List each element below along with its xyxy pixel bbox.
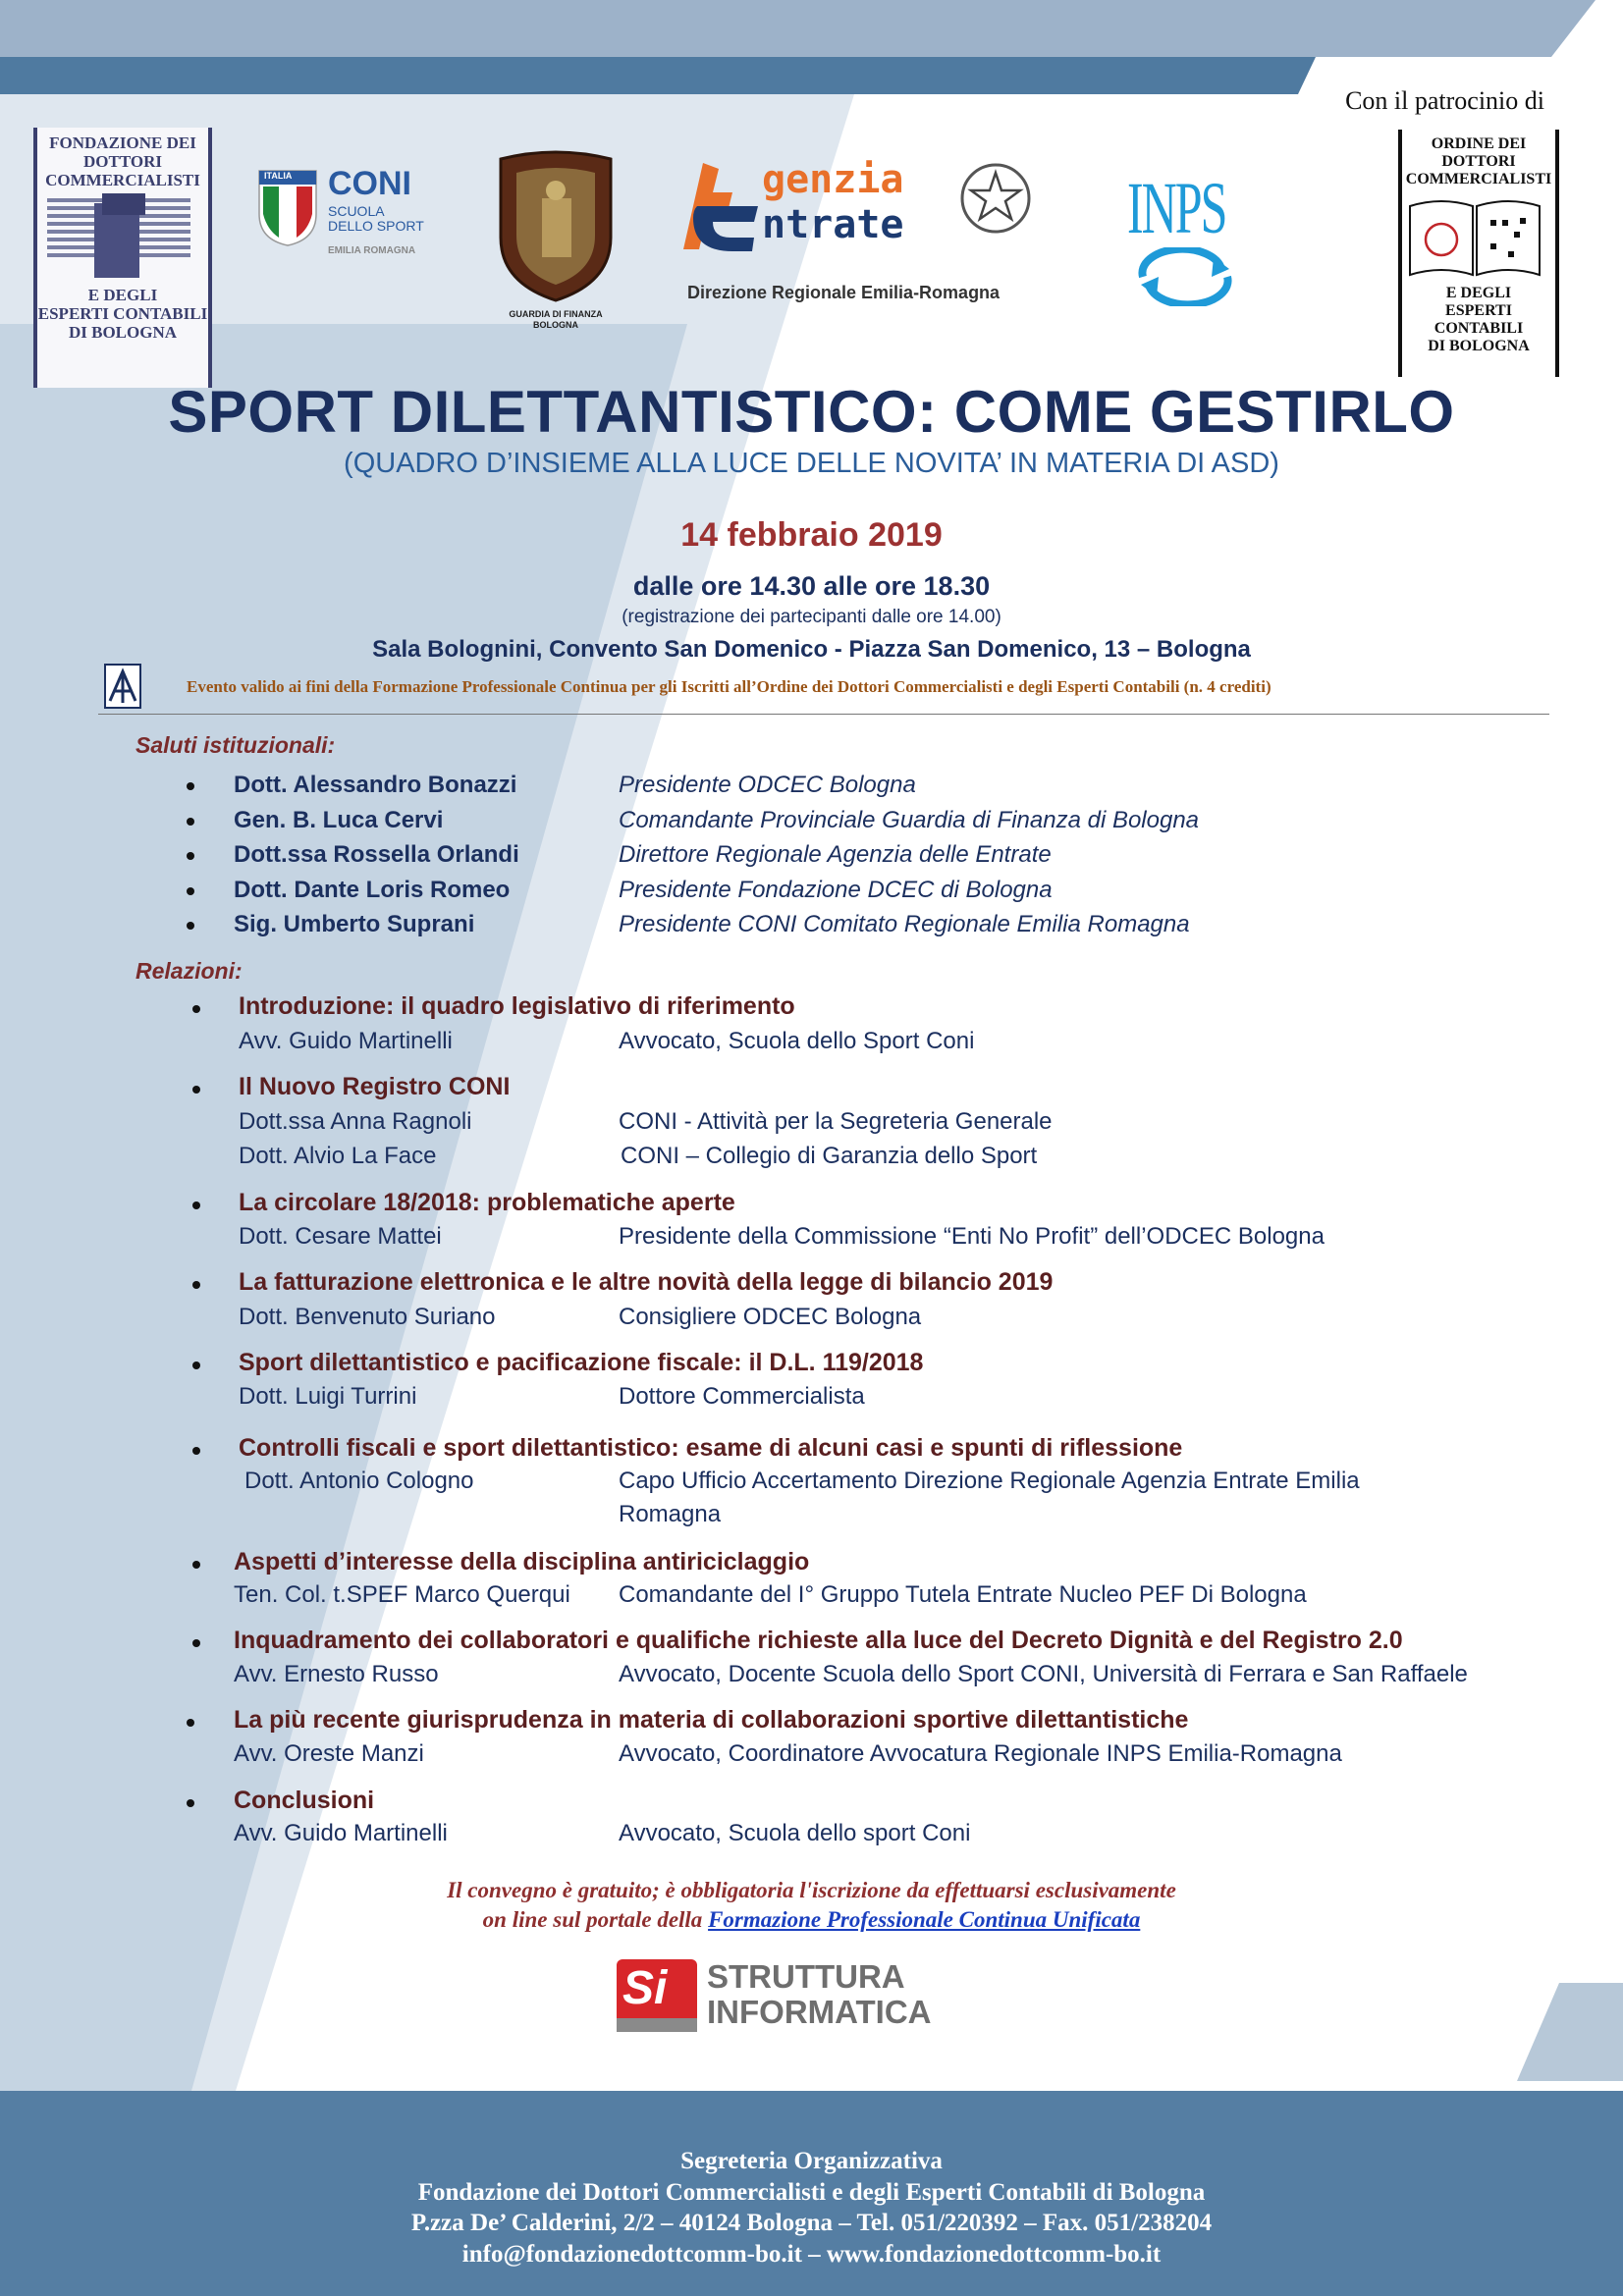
- footer-organization: Fondazione dei Dottori Commercialisti e degli Esperti Contabili di Bologna: [417, 2179, 1206, 2206]
- speaker-role: Comandante del I° Gruppo Tutela Entrate Nucleo PEF Di Bologna: [619, 1581, 1307, 1608]
- saluti-role: Presidente CONI Comitato Regionale Emilia Romagna: [619, 911, 1190, 937]
- topic-title: La fatturazione elettronica e le altre novità della legge di bilancio 2019: [239, 1268, 1054, 1296]
- fondazione-emblem-icon: [37, 193, 200, 282]
- patronage-label: Con il patrocinio di: [1345, 86, 1544, 115]
- speaker-name: Dott. Benvenuto Suriano: [239, 1304, 496, 1330]
- logo-text: DELLO SPORT: [328, 218, 424, 234]
- speaker-role: CONI - Attività per la Segreteria Generale: [619, 1108, 1053, 1135]
- saluti-name: Dott.ssa Rossella Orlandi: [234, 841, 519, 868]
- bullet-icon: [192, 1086, 200, 1094]
- saluti-name: Sig. Umberto Suprani: [234, 911, 475, 937]
- republic-emblem-icon: [958, 161, 1033, 236]
- speaker-name: Avv. Guido Martinelli: [239, 1028, 453, 1054]
- topic-title: Controlli fiscali e sport dilettantistico: esame di alcuni casi e spunti di riflessione: [239, 1434, 1183, 1462]
- agenzia-entrate-logo: [674, 155, 1047, 312]
- bullet-icon: [187, 1799, 194, 1807]
- entrate-word: ntrate: [762, 202, 904, 247]
- si-mark-text: Si: [622, 1962, 668, 2014]
- logo-text: ESPERTI CONTABILI: [37, 304, 208, 323]
- inps-logo: [1127, 165, 1245, 312]
- divider: [98, 714, 1549, 715]
- speaker-role: Dottore Commercialista: [619, 1383, 865, 1410]
- footer-heading: Segreteria Organizzativa: [680, 2148, 943, 2174]
- portal-link[interactable]: Formazione Professionale Continua Unificata: [708, 1907, 1141, 1932]
- coni-logo: [257, 165, 434, 263]
- bullet-icon: [192, 1362, 200, 1369]
- fondazione-logo: [33, 128, 212, 388]
- saluti-role: Presidente ODCEC Bologna: [619, 772, 916, 798]
- agenzia-word: genzia: [762, 157, 904, 202]
- agenzia-subtitle: Direzione Regionale Emilia-Romagna: [687, 283, 1001, 302]
- logo-text: COMMERCIALISTI: [1405, 171, 1552, 187]
- speaker-name: Dott. Cesare Mattei: [239, 1223, 442, 1250]
- ordine-logo: [1398, 130, 1559, 377]
- speaker-role: CONI – Collegio di Garanzia dello Sport: [621, 1143, 1038, 1169]
- speaker-role: Romagna: [619, 1501, 722, 1527]
- footer-address: P.zza De’ Calderini, 2/2 – 40124 Bologna – Tel. 051/220392 – Fax. 051/238204: [410, 2210, 1213, 2236]
- bullet-icon: [192, 1281, 200, 1289]
- speaker-name: Avv. Oreste Manzi: [234, 1740, 424, 1767]
- bottom-right-corner-shape: [1517, 1983, 1623, 2081]
- logo-text: E DEGLI: [87, 286, 158, 304]
- bullet-icon: [192, 1561, 200, 1569]
- speaker-role: Capo Ufficio Accertamento Direzione Regionale Agenzia Entrate Emilia: [619, 1468, 1360, 1494]
- speaker-role: Avvocato, Docente Scuola dello Sport CONI, Università di Ferrara e San Raffaele: [619, 1661, 1468, 1687]
- inps-name: INPS: [1127, 166, 1226, 249]
- footer: [0, 2091, 1623, 2296]
- speaker-name: Avv. Ernesto Russo: [234, 1661, 439, 1687]
- registration-info-line2: [0, 1907, 1623, 1933]
- fpc-badge-icon: [104, 664, 141, 709]
- logo-text: ESPERTI CONTABILI: [1434, 302, 1524, 337]
- event-date: 14 febbraio 2019: [680, 516, 943, 554]
- speaker-role: Avvocato, Scuola dello sport Coni: [619, 1820, 971, 1846]
- struttura-informatica-logo: [615, 1957, 939, 2036]
- inps-arrows-icon: [1131, 247, 1239, 306]
- logo-text: GUARDIA DI FINANZA: [509, 309, 603, 319]
- bullet-icon: [192, 1639, 200, 1647]
- saluti-role: Comandante Provinciale Guardia di Finanza di Bologna: [619, 807, 1200, 833]
- bullet-icon: [187, 852, 194, 860]
- speaker-name: Dott.ssa Anna Ragnoli: [239, 1108, 472, 1135]
- speaker-name: Dott. Alvio La Face: [239, 1143, 437, 1169]
- gdf-crest-icon: [491, 147, 621, 304]
- saluti-name: Dott. Dante Loris Romeo: [234, 877, 511, 903]
- saluti-role: Direttore Regionale Agenzia delle Entrate: [619, 841, 1052, 868]
- logo-text: INFORMATICA: [707, 1994, 932, 2030]
- event-title: SPORT DILETTANTISTICO: COME GESTIRLO: [168, 379, 1455, 445]
- saluti-role: Presidente Fondazione DCEC di Bologna: [619, 877, 1053, 903]
- bullet-icon: [187, 782, 194, 790]
- top-dark-band: [0, 57, 1316, 94]
- logo-text: FONDAZIONE DEI: [49, 133, 196, 152]
- saluti-name: Dott. Alessandro Bonazzi: [234, 772, 517, 798]
- footer-contacts: info@fondazionedottcomm-bo.it – www.fondazionedottcomm-bo.it: [461, 2241, 1162, 2268]
- registration-info: Il convegno è gratuito; è obbligatoria l'iscrizione da effettuarsi esclusivamente: [447, 1878, 1176, 1902]
- logo-text: E DEGLI: [1445, 285, 1512, 301]
- credits-note: Evento valido ai fini della Formazione Professionale Continua per gli Iscritti all’Ordine dei Dottori Commercialisti e degli Esperti Contabili (n. 4 crediti): [187, 677, 1271, 696]
- speaker-role: Avvocato, Coordinatore Avvocatura Regionale INPS Emilia-Romagna: [619, 1740, 1342, 1767]
- topic-title: La più recente giurisprudenza in materia di collaborazioni sportive dilettantistiche: [234, 1706, 1189, 1734]
- logo-text: DI BOLOGNA: [1428, 338, 1530, 354]
- topic-title: Aspetti d’interesse della disciplina antiriciclaggio: [234, 1548, 810, 1575]
- speaker-role: Consigliere ODCEC Bologna: [619, 1304, 922, 1330]
- topic-title: Il Nuovo Registro CONI: [239, 1073, 511, 1100]
- topic-title: Inquadramento dei collaboratori e qualifiche richieste alla luce del Decreto Dignità e del Registro 2.0: [234, 1627, 1403, 1654]
- speaker-name: Ten. Col. t.SPEF Marco Querqui: [234, 1581, 570, 1608]
- event-subtitle: (QUADRO D’INSIEME ALLA LUCE DELLE NOVITA’ IN MATERIA DI ASD): [344, 448, 1279, 479]
- speaker-role: Presidente della Commissione “Enti No Profit” dell’ODCEC Bologna: [619, 1223, 1325, 1250]
- logo-text: DOTTORI: [83, 152, 162, 171]
- logo-text: DOTTORI: [1441, 153, 1516, 170]
- event-venue: Sala Bolognini, Convento San Domenico - Piazza San Domenico, 13 – Bologna: [372, 636, 1251, 663]
- speaker-role: Avvocato, Scuola dello Sport Coni: [619, 1028, 975, 1054]
- logo-text: ORDINE DEI: [1431, 135, 1527, 152]
- logo-text: BOLOGNA: [533, 320, 578, 330]
- topic-title: Introduzione: il quadro legislativo di riferimento: [239, 992, 795, 1020]
- logo-text: STRUTTURA: [707, 1958, 905, 1995]
- saluti-heading: Saluti istituzionali:: [135, 732, 336, 758]
- event-hours: dalle ore 14.30 alle ore 18.30: [632, 571, 991, 601]
- speaker-name: Avv. Guido Martinelli: [234, 1820, 448, 1846]
- logo-text: DI BOLOGNA: [68, 323, 178, 342]
- registration-note: (registrazione dei partecipanti dalle ore 14.00): [622, 607, 1001, 627]
- italia-text: ITALIA: [264, 171, 293, 181]
- bullet-icon: [187, 818, 194, 826]
- bullet-icon: [192, 1201, 200, 1209]
- relazioni-heading: Relazioni:: [135, 958, 243, 984]
- ordine-book-icon: [1402, 192, 1547, 281]
- top-light-band: [0, 0, 1596, 57]
- bullet-icon: [187, 1719, 194, 1727]
- agenzia-e-mark-icon: [674, 159, 762, 257]
- topic-title: Conclusioni: [234, 1787, 375, 1814]
- logo-text: SCUOLA: [328, 203, 385, 219]
- gdf-logo: [491, 147, 621, 334]
- logo-text: EMILIA ROMAGNA: [328, 245, 416, 256]
- bullet-icon: [187, 922, 194, 930]
- speaker-name: Dott. Luigi Turrini: [239, 1383, 417, 1410]
- topic-title: Sport dilettantistico e pacificazione fiscale: il D.L. 119/2018: [239, 1349, 924, 1376]
- topic-title: La circolare 18/2018: problematiche aperte: [239, 1189, 735, 1216]
- coni-name: CONI: [328, 165, 411, 202]
- logo-text: COMMERCIALISTI: [45, 171, 200, 189]
- bullet-icon: [192, 1447, 200, 1455]
- saluti-name: Gen. B. Luca Cervi: [234, 807, 444, 833]
- bullet-icon: [192, 1005, 200, 1013]
- registration-info-prefix: on line sul portale della: [482, 1907, 709, 1932]
- italia-shield-icon: [257, 169, 318, 247]
- bullet-icon: [187, 887, 194, 895]
- speaker-name: Dott. Antonio Cologno: [244, 1468, 474, 1494]
